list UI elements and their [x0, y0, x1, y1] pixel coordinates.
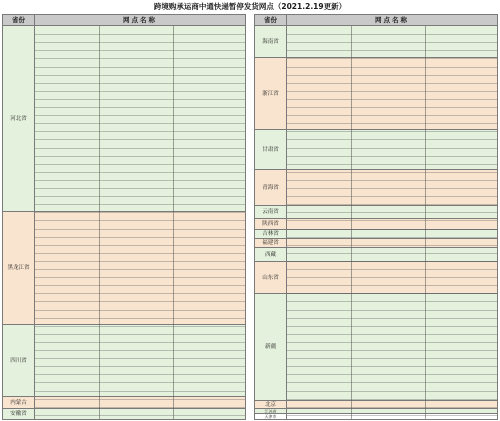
row-separator — [287, 164, 497, 165]
province-name: 北京 — [255, 401, 287, 409]
outlet-table-left — [2, 14, 246, 420]
row-separator — [35, 212, 245, 213]
column-divider — [425, 26, 426, 419]
row-separator — [35, 148, 245, 149]
row-separator — [287, 366, 497, 367]
header-outlet-name: 网点名称 — [287, 15, 497, 26]
row-separator — [35, 115, 245, 116]
row-separator — [35, 382, 245, 383]
row-separator — [35, 277, 245, 278]
row-separator — [35, 164, 245, 165]
row-separator — [35, 342, 245, 343]
column-divider — [99, 26, 100, 419]
row-separator — [35, 34, 245, 35]
row-separator — [287, 139, 497, 140]
row-separator — [35, 156, 245, 157]
row-separator — [35, 107, 245, 108]
row-separator — [287, 350, 497, 351]
province-group-hebei — [3, 26, 245, 212]
row-separator — [35, 245, 245, 246]
province-name: 福建省 — [255, 239, 287, 248]
row-separator — [35, 399, 245, 400]
header-outlet-name: 网点名称 — [35, 15, 245, 26]
row-separator — [35, 366, 245, 367]
row-separator — [35, 172, 245, 173]
row-separator — [287, 310, 497, 311]
row-separator — [287, 277, 497, 278]
column-divider — [173, 26, 174, 419]
outlet-table-right — [254, 14, 498, 420]
row-separator — [287, 334, 497, 335]
row-separator — [287, 253, 497, 254]
province-name: 陕西省 — [255, 219, 287, 230]
row-separator — [287, 83, 497, 84]
row-separator — [35, 350, 245, 351]
province-name: 江苏省 — [255, 409, 287, 414]
header-province: 省份 — [255, 15, 287, 26]
province-name: 内蒙古 — [3, 397, 35, 409]
province-name: 海南省 — [255, 26, 287, 58]
row-separator — [287, 50, 497, 51]
province-name: 四川省 — [3, 325, 35, 397]
row-separator — [35, 293, 245, 294]
row-separator — [35, 374, 245, 375]
row-separator — [287, 326, 497, 327]
province-group-jilin — [255, 230, 497, 239]
row-separator — [287, 67, 497, 68]
province-name: 新疆 — [255, 294, 287, 401]
row-separator — [287, 148, 497, 149]
row-separator — [287, 245, 497, 246]
row-separator — [35, 99, 245, 100]
province-group-sichuan — [3, 325, 245, 397]
row-separator — [287, 358, 497, 359]
province-group-zhejiang — [255, 58, 497, 130]
row-separator — [287, 261, 497, 262]
page-title: 跨境购承运商中通快递暂停发货网点（2021.2.19更新） — [153, 2, 347, 11]
row-separator — [35, 318, 245, 319]
row-separator — [35, 220, 245, 221]
row-separator — [287, 99, 497, 100]
row-separator — [287, 196, 497, 197]
row-separator — [287, 180, 497, 181]
row-separator — [287, 42, 497, 43]
row-separator — [287, 34, 497, 35]
row-separator — [287, 75, 497, 76]
row-separator — [287, 91, 497, 92]
row-separator — [287, 220, 497, 221]
row-separator — [287, 131, 497, 132]
row-separator — [287, 301, 497, 302]
row-separator — [287, 237, 497, 238]
row-separator — [35, 91, 245, 92]
row-separator — [35, 196, 245, 197]
row-separator — [35, 301, 245, 302]
row-separator — [287, 58, 497, 59]
row-separator — [35, 334, 245, 335]
row-separator — [287, 391, 497, 392]
row-separator — [287, 269, 497, 270]
row-separator — [35, 269, 245, 270]
row-separator — [35, 42, 245, 43]
province-group-fujian — [255, 239, 497, 248]
province-name: 安徽省 — [3, 409, 35, 419]
row-separator — [35, 67, 245, 68]
province-group-beijing — [255, 401, 497, 409]
province-name: 甘肃省 — [255, 130, 287, 170]
row-separator — [287, 407, 497, 408]
row-separator — [35, 326, 245, 327]
row-separator — [287, 415, 497, 416]
row-separator — [287, 342, 497, 343]
row-separator — [287, 172, 497, 173]
header-province: 省份 — [3, 15, 35, 26]
province-name: 西藏 — [255, 248, 287, 262]
province-name: 青海省 — [255, 170, 287, 206]
row-separator — [287, 293, 497, 294]
province-name: 黑龙江省 — [3, 212, 35, 325]
row-separator — [35, 180, 245, 181]
row-separator — [35, 237, 245, 238]
row-separator — [35, 358, 245, 359]
row-separator — [287, 188, 497, 189]
row-separator — [287, 204, 497, 205]
column-divider — [351, 26, 352, 419]
row-separator — [287, 156, 497, 157]
row-separator — [287, 285, 497, 286]
row-separator — [35, 131, 245, 132]
province-name: 河北省 — [3, 26, 35, 212]
row-separator — [35, 261, 245, 262]
row-separator — [35, 285, 245, 286]
row-separator — [35, 415, 245, 416]
row-separator — [35, 310, 245, 311]
province-name: 吉林省 — [255, 230, 287, 239]
row-separator — [35, 83, 245, 84]
row-separator — [35, 204, 245, 205]
row-separator — [35, 253, 245, 254]
province-name: 天津市 — [255, 414, 287, 419]
row-separator — [35, 75, 245, 76]
row-separator — [35, 391, 245, 392]
row-separator — [287, 107, 497, 108]
row-separator — [287, 212, 497, 213]
province-name: 山东省 — [255, 262, 287, 294]
row-separator — [287, 382, 497, 383]
province-name: 云南省 — [255, 206, 287, 219]
row-separator — [287, 229, 497, 230]
row-separator — [35, 58, 245, 59]
row-separator — [287, 399, 497, 400]
row-separator — [35, 139, 245, 140]
row-separator — [287, 374, 497, 375]
row-separator — [35, 188, 245, 189]
province-group-xizang — [255, 248, 497, 262]
province-name: 浙江省 — [255, 58, 287, 130]
row-separator — [35, 407, 245, 408]
row-separator — [287, 318, 497, 319]
row-separator — [35, 50, 245, 51]
row-separator — [35, 229, 245, 230]
row-separator — [287, 123, 497, 124]
row-separator — [35, 123, 245, 124]
row-separator — [287, 115, 497, 116]
